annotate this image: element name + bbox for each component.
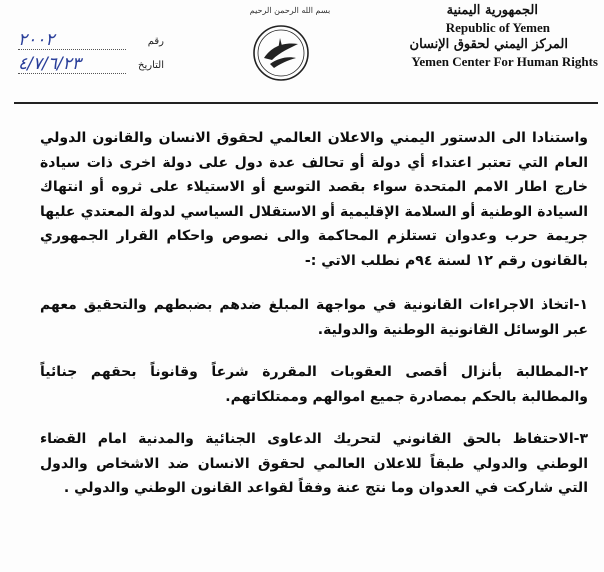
- date-label: التاريخ: [138, 60, 164, 71]
- reference-number-line: [18, 32, 168, 56]
- request-item-1: ١-اتخاذ الاجراءات القانونية في مواجهة المبلغ ضدهم بضبطهم والتحقيق معهم عبر الوسائل القانونية الوطنية والدولية.: [40, 297, 588, 338]
- reference-dotted-line: [18, 49, 126, 50]
- letterhead-organization: [388, 2, 598, 70]
- english-republic-name: Republic of Yemen: [445, 20, 550, 35]
- arabic-center-name: المركز اليمني لحقوق الإنسان: [409, 37, 568, 52]
- center-logo-icon: [250, 22, 312, 84]
- date-line: [18, 56, 168, 80]
- date-value: ٤/٧/٦/٢٣: [18, 54, 81, 74]
- intro-paragraph: واستنادا الى الدستور اليمني والاعلان العالمي لحقوق الانسان والقانون الدولي العام التي تعتبر اعتداء أي دولة أو تحالف عدة دول على دولة اخرى ذات سيادة خارج اطار الامم المتحدة سواء بقصد التوسع أو الاستيلاء على ثروه أو انتهاك السيادة الوطنية أو السلامة الإقليمية أو الاستقلال السياسي لدولة المعتدي عليها جريمة حرب وعدوان تستلزم المحاكمة والى نصوص واحكام القرار الجمهوري بالقانون رقم ١٢ لسنة ٩٤م نطلب الاتي :-: [40, 130, 588, 269]
- request-item-3: ٣-الاحتفاظ بالحق القانوني لتحريك الدعاوى الجنائية والمدنية امام القضاء الوطني والدولي طبقاً للاعلان العالمي لحقوق الانسان ضد الاشخاص والدول التي شاركت في العدوان وما نتج عنة وفقاً لقواعد القانون الوطني والدولي .: [40, 431, 588, 496]
- header-divider: [14, 102, 598, 104]
- arabic-republic-name: الجمهورية اليمنية: [446, 3, 538, 18]
- reference-number-value: ٢٠٠٢: [18, 30, 55, 50]
- reference-block: [18, 32, 168, 80]
- basmala-heading: بسم الله الرحمن الرحيم: [249, 6, 331, 15]
- date-dotted-line: [18, 73, 126, 74]
- letter-body: [40, 126, 588, 501]
- request-item-2: ٢-المطالبة بأنزال أقصى العقوبات المقررة شرعاً وقانوناً بحقهم جنائياً والمطالبة بالحكم بمصادرة جميع اموالهم وممتلكاتهم.: [40, 364, 588, 405]
- reference-number-label: رقم: [147, 36, 164, 47]
- english-center-name: Yemen Center For Human Rights: [411, 54, 598, 69]
